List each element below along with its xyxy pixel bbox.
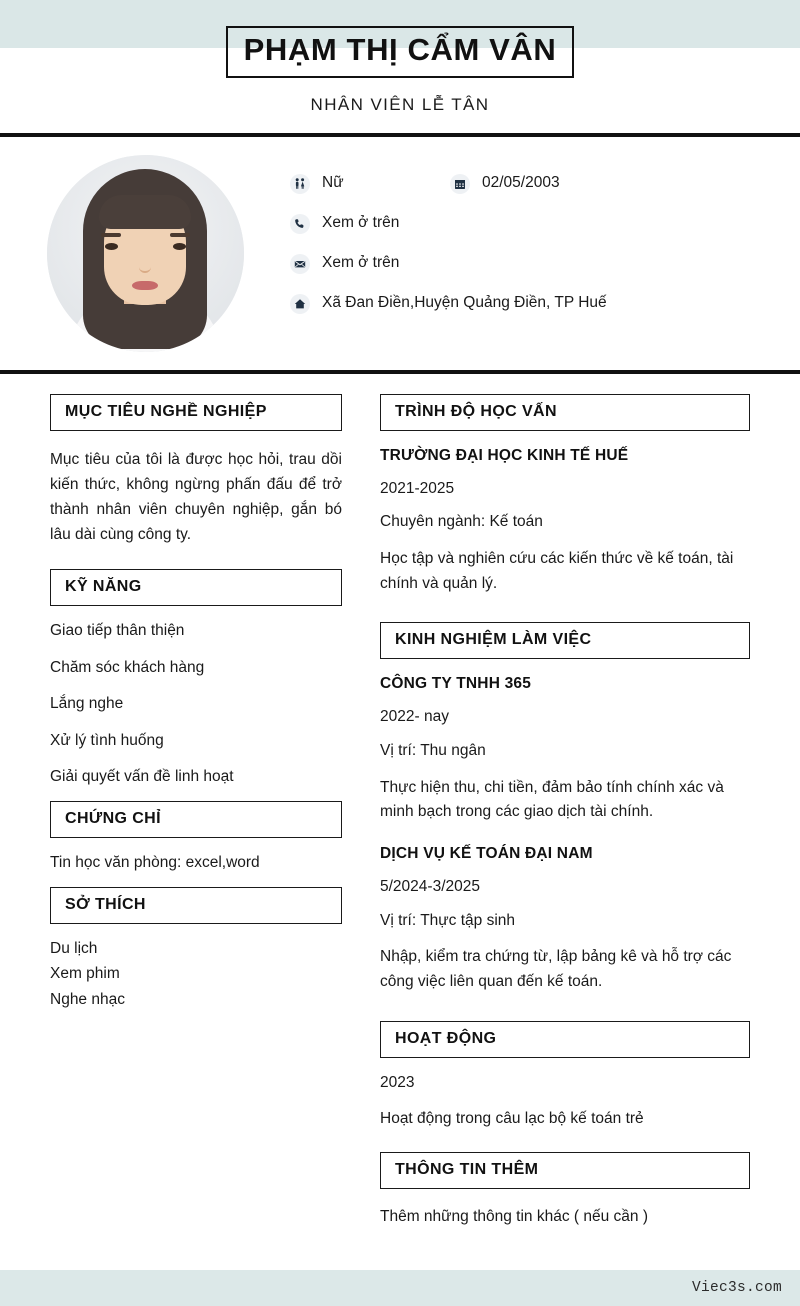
activities-entry — [380, 1074, 750, 1132]
section-header-experience — [380, 622, 750, 659]
contact-row-gender-birthday — [290, 173, 800, 195]
activities-period: 2023 — [380, 1073, 415, 1091]
contact-row-address — [290, 293, 800, 315]
section-title-skills: KỸ NĂNG — [65, 577, 142, 595]
section-title-additional: THÔNG TIN THÊM — [395, 1161, 539, 1179]
phone-value: Xem ở trên — [322, 214, 400, 232]
section-header-hobbies — [50, 887, 342, 924]
hobbies-list — [50, 940, 342, 1010]
education-entry — [380, 447, 750, 597]
section-header-objective — [50, 394, 342, 431]
experience-entry — [380, 675, 750, 825]
phone-icon — [290, 214, 310, 234]
section-title-education: TRÌNH ĐỘ HỌC VẤN — [395, 402, 557, 420]
education-major: Chuyên ngành: Kế toán — [380, 513, 543, 531]
experience-description: Thực hiện thu, chi tiền, đảm bảo tính chính xác và minh bạch trong các giao dịch tài chính. — [380, 778, 724, 821]
list-item: Giải quyết vấn đề linh hoạt — [50, 768, 234, 786]
right-column — [370, 394, 800, 1235]
section-title-hobbies: SỞ THÍCH — [65, 895, 146, 913]
contact-info — [290, 155, 800, 333]
section-header-certificates — [50, 801, 342, 838]
contact-item-address — [290, 294, 607, 314]
education-period: 2021-2025 — [380, 479, 455, 497]
gender-value: Nữ — [322, 174, 344, 192]
section-header-education — [380, 394, 750, 431]
photo-container — [0, 155, 290, 352]
list-item: Du lịch — [50, 939, 98, 957]
address-value: Xã Đan Điền,Huyện Quảng Điền, TP Huế — [322, 294, 607, 312]
home-icon — [290, 294, 310, 314]
contact-row-phone — [290, 213, 800, 235]
content-columns — [0, 374, 800, 1235]
watermark: Viec3s.com — [691, 1280, 782, 1296]
name-box — [226, 26, 575, 78]
objective-body: Mục tiêu của tôi là được học hỏi, trau dồi kiến thức, không ngừng phấn đấu để trở thành nhân viên chuyên nghiệp, gắn bó lâu dài cùng công ty. — [50, 450, 342, 543]
contact-item-gender — [290, 174, 450, 194]
left-column — [0, 394, 370, 1235]
list-item: Lắng nghe — [50, 695, 124, 713]
skills-list — [50, 622, 342, 787]
experience-entry — [380, 845, 750, 995]
experience-period: 5/2024-3/2025 — [380, 878, 480, 896]
list-item: Nghe nhạc — [50, 990, 125, 1008]
footer-band — [0, 1270, 800, 1306]
section-title-experience: KINH NGHIỆM LÀM VIỆC — [395, 631, 592, 649]
email-value: Xem ở trên — [322, 254, 400, 272]
calendar-icon — [450, 174, 470, 194]
section-title-activities: HOẠT ĐỘNG — [395, 1029, 497, 1047]
section-title-certificates: CHỨNG CHỈ — [65, 809, 161, 827]
experience-role: Vị trí: Thu ngân — [380, 741, 486, 759]
section-header-skills — [50, 569, 342, 606]
birthday-value: 02/05/2003 — [482, 174, 560, 192]
list-item: Tin học văn phòng: excel,word — [50, 853, 260, 871]
contact-item-email — [290, 254, 399, 274]
avatar — [47, 155, 244, 352]
experience-description: Nhập, kiểm tra chứng từ, lập bảng kê và hỗ trợ các công việc liên quan đến kế toán. — [380, 948, 732, 991]
contact-row-email — [290, 253, 800, 275]
section-header-additional — [380, 1152, 750, 1189]
education-description: Học tập và nghiên cứu các kiến thức về kế toán, tài chính và quản lý. — [380, 549, 734, 592]
activities-description: Hoạt động trong câu lạc bộ kế toán trẻ — [380, 1110, 644, 1128]
job-title: NHÂN VIÊN LỄ TÂN — [310, 94, 490, 114]
list-item: Xử lý tình huống — [50, 731, 164, 749]
cv-header — [0, 0, 800, 115]
section-title-objective: MỤC TIÊU NGHỀ NGHIỆP — [65, 402, 267, 420]
contact-item-birthday — [450, 174, 560, 194]
experience-company: CÔNG TY TNHH 365 — [380, 675, 532, 693]
list-item: Chăm sóc khách hàng — [50, 658, 205, 676]
education-school: TRƯỜNG ĐẠI HỌC KINH TẾ HUẾ — [380, 446, 629, 464]
experience-role: Vị trí: Thực tập sinh — [380, 911, 516, 929]
envelope-icon — [290, 254, 310, 274]
certificates-list — [50, 854, 342, 873]
experience-company: DỊCH VỤ KẾ TOÁN ĐẠI NAM — [380, 845, 593, 863]
contact-item-phone — [290, 214, 399, 234]
additional-description: Thêm những thông tin khác ( nếu cần ) — [380, 1208, 649, 1226]
gender-icon — [290, 174, 310, 194]
experience-period: 2022- nay — [380, 708, 449, 726]
profile-section — [0, 137, 800, 352]
list-item: Giao tiếp thân thiện — [50, 621, 185, 639]
list-item: Xem phim — [50, 965, 120, 983]
section-header-activities — [380, 1021, 750, 1058]
candidate-name: PHẠM THỊ CẨM VÂN — [243, 32, 557, 67]
